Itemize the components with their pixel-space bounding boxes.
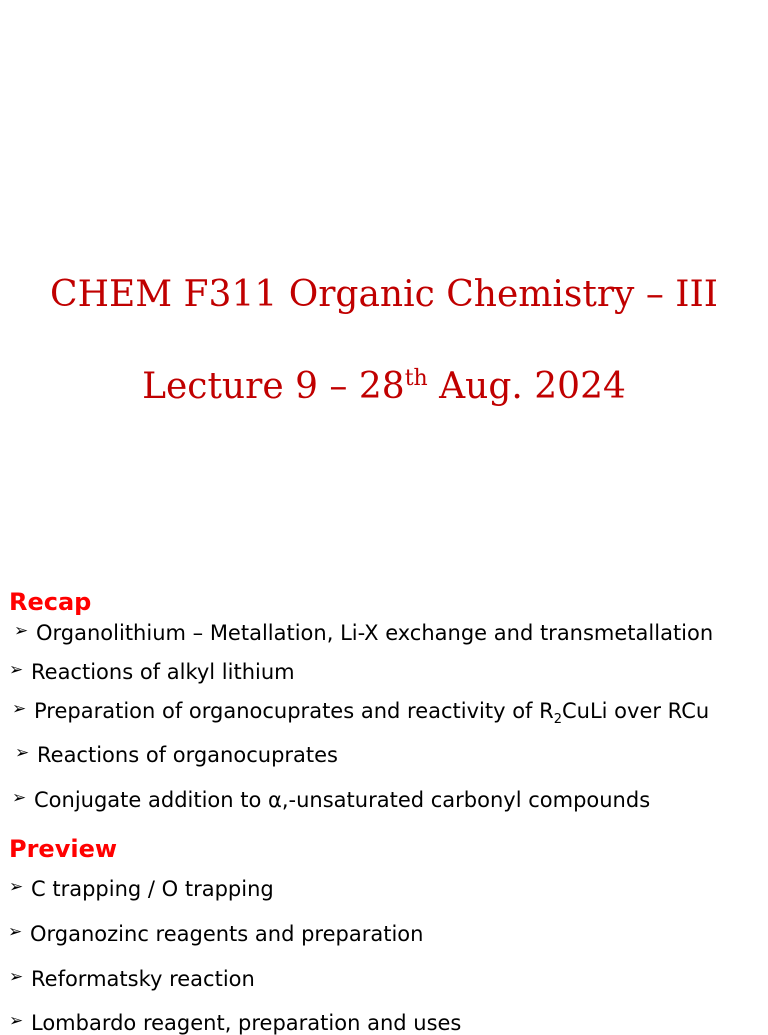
recap-item-text: Preparation of organocuprates and reactivity of R: [34, 699, 554, 723]
preview-item-text: Organozinc reagents and preparation: [30, 922, 424, 946]
recap-item-text: CuLi over RCu: [561, 699, 710, 723]
preview-item: [8, 922, 423, 946]
arrowhead-bullet-icon: ➢: [15, 743, 30, 763]
lecture-title: [0, 366, 768, 407]
preview-item-text: Lombardo reagent, preparation and uses: [31, 1011, 462, 1035]
preview-item: [9, 877, 274, 901]
recap-item-text: Conjugate addition to α,-unsaturated carbonyl compounds: [34, 788, 651, 812]
recap-item: [9, 660, 295, 684]
preview-item: [9, 1011, 461, 1035]
arrowhead-bullet-icon: ➢: [9, 877, 24, 897]
recap-item: [14, 621, 713, 645]
arrowhead-bullet-icon: ➢: [9, 1011, 24, 1031]
lecture-title-prefix: Lecture 9 – 28: [142, 366, 405, 407]
lecture-title-suffix: Aug. 2024: [427, 366, 626, 407]
lecture-date-ordinal: th: [404, 366, 428, 391]
recap-item: [12, 699, 710, 727]
arrowhead-bullet-icon: ➢: [14, 621, 29, 641]
preview-item: [9, 967, 255, 991]
recap-item-text: Organolithium – Metallation, Li-X exchange and transmetallation: [36, 621, 714, 645]
recap-item: [12, 788, 650, 812]
arrowhead-bullet-icon: ➢: [8, 922, 23, 942]
preview-item-text: C trapping / O trapping: [31, 877, 274, 901]
recap-item-text: Reactions of organocuprates: [37, 743, 338, 767]
recap-item-text: Reactions of alkyl lithium: [31, 660, 295, 684]
arrowhead-bullet-icon: ➢: [9, 660, 24, 680]
arrowhead-bullet-icon: ➢: [9, 967, 24, 987]
recap-heading: Recap: [9, 588, 92, 616]
recap-item: [15, 743, 338, 767]
arrowhead-bullet-icon: ➢: [12, 788, 27, 808]
preview-item-text: Reformatsky reaction: [31, 967, 255, 991]
arrowhead-bullet-icon: ➢: [12, 699, 27, 719]
course-title: CHEM F311 Organic Chemistry – III: [50, 274, 718, 315]
preview-heading: Preview: [9, 835, 118, 863]
subscript-two: 2: [553, 712, 562, 727]
